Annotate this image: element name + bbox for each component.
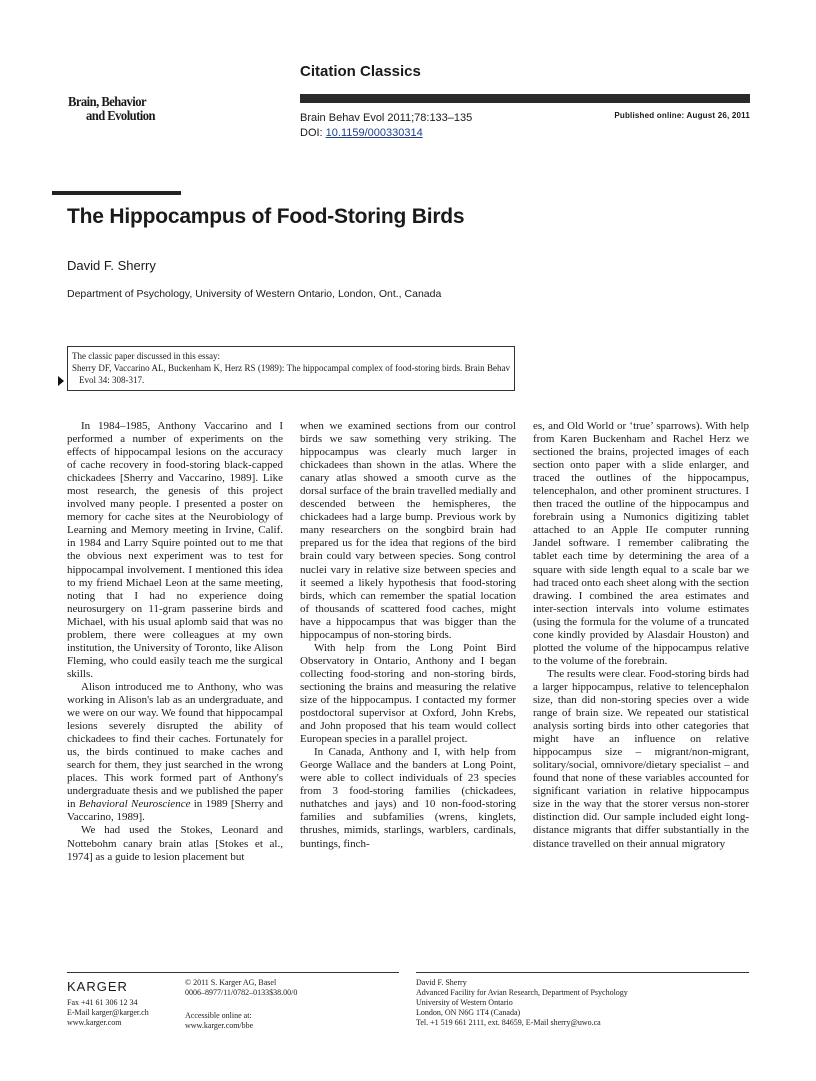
paragraph: In Canada, Anthony and I, with help from George Wallace and the banders at Long Point, were able to collect individuals of 23 species from 3 food-storing families (chickadees, nuthatches and jays) and 10 non-food-storing families and subfamilies (wrens, kinglets, thrushes, mimids, starlings, warblers, cardinals, buntings, finch-	[300, 746, 516, 850]
paragraph	[67, 681, 283, 825]
doi-label: DOI:	[300, 127, 326, 139]
footer-rule-right	[416, 972, 749, 973]
classic-paper-box	[67, 346, 515, 391]
corr-name: David F. Sherry	[416, 978, 467, 987]
citation-block	[300, 111, 472, 141]
body-column-2	[300, 420, 516, 851]
correspondence-block	[416, 978, 628, 1028]
paragraph-text: in 1989 [Sherry and Vaccarino, 1989].	[67, 798, 284, 824]
doi-link[interactable]: 10.1159/000330314	[325, 127, 423, 139]
paragraph: We had used the Stokes, Leonard and Nottebohm canary brain atlas [Stokes et al., 1974] as a guide to lesion placement but	[67, 824, 283, 863]
paragraph: The results were clear. Food-storing birds had a larger hippocampus, relative to telencephalon size, than did non-storing species over a wide range of brain size. We repeated our statistical analysis sorting birds into other categories that might have an influence on relative hippocampus size – migrant/non-migrant, solitary/social, omnivore/dietary specialist – and found that none of these variables accounted for significant variation in relative hippocampus size in the way that the storer versus non-storer distinction did. Our sample included eight long-distance migrants that differ substantially in the distance travelled on their annual migratory	[533, 667, 749, 850]
paragraph: In 1984–1985, Anthony Vaccarino and I performed a number of experiments on the effects of hippocampal lesions on the accuracy of cache recovery in food-storing black-capped chickadees [Sherry and Vaccarino, 1989]. Like most research, the genesis of this project involved many people. I presented a poster on memory for cache sites at the Neurobiology of Learning and Memory meeting in Irvine, Calif. in 1984 and Larry Squire pointed out to me that the obvious next experiment was to test for hippocampal involvement. I mentioned this idea to my friend Michael Leon at the same meeting, noting that I had no experience doing neurosurgery on 11-gram passerine birds and Michael, with his usual aplomb said that was no problem, there were colleagues at my own institution, the University of Toronto, like Alison Fleming, who could easily teach me the surgical skills.	[67, 420, 283, 680]
header-rule	[300, 94, 750, 103]
paragraph: With help from the Long Point Bird Observatory in Ontario, Anthony and I began collecting food-storing and non-storing birds, sectioning the brains and measuring the relative size of the hippocampus. I contacted my former postdoctoral supervisor at Oxford, John Krebs, and John proposed that his team would collect European species in a parallel project.	[300, 641, 516, 746]
journal-logo-line1: Brain, Behavior	[68, 95, 147, 110]
classic-paper-reference: Sherry DF, Vaccarino AL, Buckenham K, Herz RS (1989): The hippocampal complex of food-storing birds. Brain Behav Evol 34: 308-317.	[72, 363, 510, 385]
corr-line: London, ON N6G 1T4 (Canada)	[416, 1008, 521, 1017]
citation-line: Brain Behav Evol 2011;78:133–135	[300, 112, 473, 124]
paragraph: es, and Old World or ‘true’ sparrows). With help from Karen Buckenham and Rachel Herz we sectioned the brains, projected images of each section onto paper with a slide enlarger, and traced the outlines of the hippocampus, telencephalon, and other prominent structures. I then traced the outline of the hippocampus and forebrain using a Numonics digitizing tablet attached to an Apple IIe computer running Jandel software. I remember calibrating the tablet each time by determining the area of a square with side length equal to a scale bar we had traced onto each sheet along with the section drawing. I combined the area estimates and inter-section intervals into volume estimates (using the formula for the volume of a truncated cone kindly provided by Alasdair Houston) and plotted the volume of the hippocampus relative to the volume of the forebrain.	[533, 420, 749, 667]
publisher-website[interactable]: www.karger.com	[67, 1018, 122, 1027]
publisher-logo: KARGER	[67, 979, 128, 994]
accessible-online-block	[185, 1011, 253, 1031]
body-column-1	[67, 420, 283, 864]
journal-name-italic: Behavioral Neuroscience	[78, 798, 191, 811]
paragraph-text: Alison introduced me to Anthony, who was working in Alison's lab as an undergraduate, and we were on our way. We found that hippocampal lesions severely disrupted the ability of chickadees to find their caches. Fortunately for us, the birds continued to make caches and search for them, they just searched in the wrong places. This work formed part of Anthony's undergraduate thesis and we published the paper in	[67, 680, 283, 811]
publisher-email[interactable]: E-Mail karger@karger.ch	[67, 1008, 149, 1017]
article-affiliation: Department of Psychology, University of Western Ontario, London, Ont., Canada	[67, 288, 442, 300]
published-online-date: Published online: August 26, 2011	[614, 111, 750, 120]
publisher-fax: Fax +41 61 306 12 34	[67, 998, 138, 1007]
copyright-block	[185, 978, 297, 998]
paragraph: when we examined sections from our control birds we saw something very striking. The hippocampus was clearly much larger in chickadees than shown in the atlas. Where the canary atlas showed a smooth curve as the dorsal surface of the brain travelled medially and descended between the hemispheres, the chickadees had a large bump. Previous work by many researchers on the songbird brain had prepared us for the idea that regions of the bird brain could vary between species. Song control nuclei vary in relative size between species and it seemed a likely hypothesis that food-storing birds, which can remember the spatial location of thousands of scattered food caches, might have a hippocampus that was bigger than the hippocampus of non-storing birds.	[300, 420, 516, 641]
issn-line: 0006–8977/11/0782–0133$38.00/0	[185, 988, 298, 997]
section-label: Citation Classics	[300, 63, 421, 80]
corr-line: Advanced Facility for Avian Research, Department of Psychology	[416, 988, 628, 997]
article-author: David F. Sherry	[67, 258, 156, 273]
journal-logo	[68, 96, 155, 124]
accessible-label: Accessible online at:	[185, 1011, 252, 1020]
accessible-url[interactable]: www.karger.com/bbe	[185, 1021, 254, 1030]
box-arrow-icon	[58, 376, 64, 386]
article-title: The Hippocampus of Food-Storing Birds	[67, 205, 465, 228]
corr-contact[interactable]: Tel. +1 519 661 2111, ext. 84659, E-Mail sherry@uwo.ca	[416, 1018, 601, 1027]
journal-logo-line2: and Evolution	[86, 109, 155, 124]
corr-line: University of Western Ontario	[416, 998, 513, 1007]
publisher-contact	[67, 998, 149, 1028]
copyright-line: © 2011 S. Karger AG, Basel	[185, 978, 277, 987]
classic-paper-intro: The classic paper discussed in this essay:	[72, 351, 220, 361]
footer-rule-left	[67, 972, 399, 973]
body-column-3	[533, 420, 749, 851]
title-rule	[52, 191, 181, 195]
